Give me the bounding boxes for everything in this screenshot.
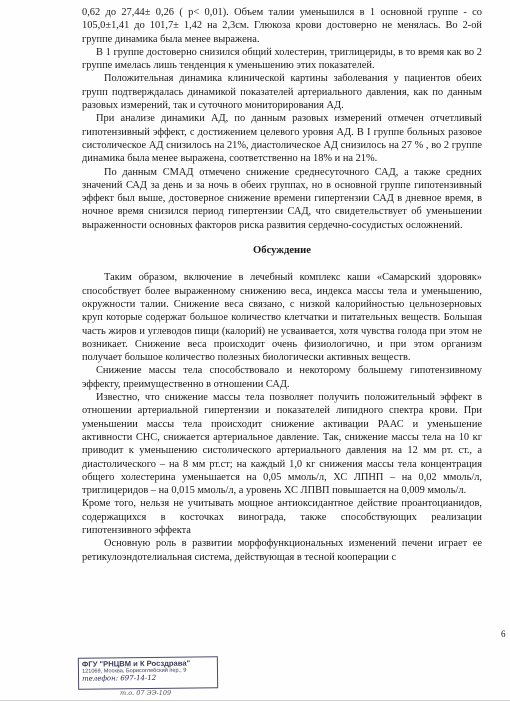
- paragraph-5: По данным СМАД отмечено снижение среднесуточного САД, а также средних значений САД за день и за ночь в обеих группах, но в основной группе гипотензивный эффект был выше, достоверное снижение времени гипертензии САД в дневное время, в ночное время снизился период гипертензии САД, что свидетельствует об уменьшении выраженности основных факторов риска развития сердечно-сосудистых осложнений.: [82, 166, 482, 231]
- page-number: 6: [501, 629, 506, 639]
- discussion-paragraph-3: Известно, что снижение массы тела позволяет получить положительный эффект в отношении артериальной гипертензии и показателей липидного спектра крови. При уменьшении массы тела происходит снижение активации РААС и уменьшение активности СНС, снижается артериальное давление. Так, снижение массы тела на 10 кг приводит к уменьшению систолического артериального давления на 12 мм рт. ст., а диастолического – на 8 мм рт.ст; на каждый 1,0 кг снижения массы тела концентрация общего холестерина уменьшается на 0,05 ммоль/л, ХС ЛПНП – на 0,02 ммоль/л, триглицеридов – на 0,015 ммоль/л, а уровень ХС ЛПВП повышается на 0,009 ммоль/л.: [82, 392, 482, 497]
- stamp-line-1: ФГУ "РНЦВМ и К Росздрава": [81, 658, 191, 669]
- stamp-line-3: телефон: 697-14-12: [82, 673, 157, 683]
- stamp-line-2: 121069, Москва, Борисоглебский пер., 9: [81, 667, 187, 675]
- discussion-paragraph-5: Основную роль в развитии морфофункциональных изменений печени играет ее ретикулоэндотелиальная система, действующая в тесной кооперации с: [82, 538, 482, 563]
- paragraph-1: 0,62 до 27,44± 0,26 ( p< 0,01). Объем талии уменьшился в 1 основной группе - со 105,0±1,41 до 101,7± 1,42 на 2,3см. Глюкоза крови достоверно не менялась. Во 2-ой группе динамика была менее выражена.: [82, 7, 482, 45]
- section-heading: Обсуждение: [253, 245, 311, 257]
- paragraph-4: При анализе динамики АД, по данным разовых измерений отмечен отчетливый гипотензивный эффект, с достижением целевого уровня АД. В I группе больных разовое систолическое АД снизилось на 21%, диастолическое АД снизилось на 27 % , во 2 группе динамика была менее выражена, соответственно на 18% и на 21%.: [82, 113, 482, 165]
- paragraph-3: Положительная динамика клинической картины заболевания у пациентов обеих групп подтверждалась динамикой показателей артериального давления, как по данным разовых измерений, так и суточного мониторирования АД.: [82, 73, 482, 112]
- discussion-paragraph-2: Снижение массы тела способствовало и некоторому большему гипотензивному эффекту, преимущественно в отношении САД.: [82, 365, 482, 390]
- stamp-handwritten-note: т.о. 07 ЭЭ-109: [120, 689, 172, 697]
- document-body: [82, 6, 482, 564]
- discussion-paragraph-4: Кроме того, нельзя не учитывать мощное антиоксидантное действие проантоцианидов, содержащихся в косточках винограда, также способствующих реализации гипотензивного эффекта: [82, 498, 482, 536]
- discussion-paragraph-1: Таким образом, включение в лечебный комплекс каши «Самарский здоровяк» способствует более выраженному снижению веса, индекса массы тела и уменьшению, окружности талии. Снижение веса связано, с низкой калорийностью цельнозерновых круп которые содержат большое количество клетчатки и питательных веществ. Большая часть жиров и углеводов пищи (калорий) не усваивается, хотя чувства голода при этом не возникает. Снижение веса происходит очень физиологично, и при этом организм получает большое количество полезных биологически активных веществ.: [82, 272, 482, 364]
- page-bottom-edge: [0, 700, 510, 701]
- paragraph-2: В 1 группе достоверно снизился общий холестерин, триглицериды, в то время как во 2 группе имелась лишь тенденция к уменьшению этих показателей.: [82, 46, 482, 72]
- institution-stamp: [78, 656, 218, 689]
